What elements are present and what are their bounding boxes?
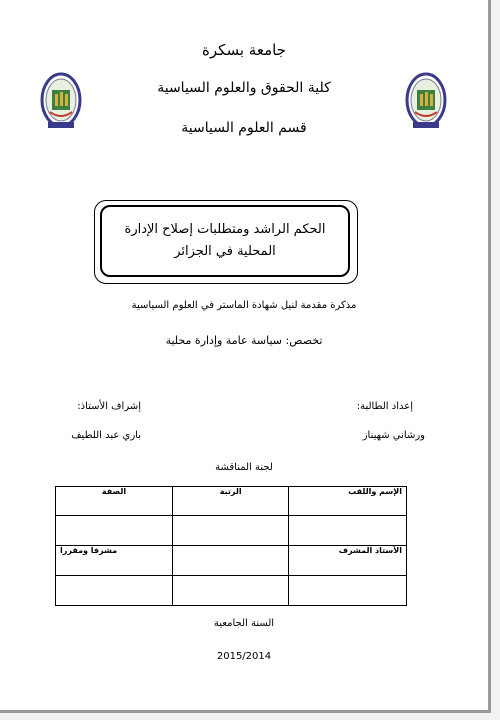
- academic-year-label: السنة الجامعية: [213, 618, 275, 629]
- university-name: جامعة بسكرة: [202, 41, 286, 59]
- table-row: [56, 516, 407, 546]
- academic-year: 2015/2014: [216, 651, 272, 662]
- jury-table: [55, 486, 407, 606]
- student-name: ورشاني شهيناز: [362, 430, 425, 441]
- table-cell: الأستاذ المشرف: [289, 546, 407, 576]
- table-cell: [56, 576, 173, 606]
- university-logo-left: [40, 72, 82, 134]
- header-role: الصفة: [56, 487, 173, 516]
- department-name: قسم العلوم السياسية: [181, 120, 307, 136]
- table-cell: [289, 576, 407, 606]
- university-logo-right: [405, 72, 447, 134]
- table-row: [56, 546, 407, 576]
- memo-text: مذكرة مقدمة لنيل شهادة الماستر في العلوم السياسية: [131, 300, 357, 311]
- table-cell: [56, 516, 173, 546]
- committee-label: لجنة المناقشة: [215, 462, 273, 473]
- header-rank: الرتبة: [173, 487, 289, 516]
- prepared-by-label: إعداد الطالبة:: [356, 401, 413, 412]
- supervised-by-label: إشراف الأستاذ:: [77, 401, 141, 412]
- supervisor-name: باري عبد اللطيف: [71, 430, 141, 441]
- table-cell: [173, 516, 289, 546]
- table-header-row: [56, 487, 407, 516]
- specialization: تخصص: سياسة عامة وإدارة محلية: [165, 334, 323, 347]
- header-name: الإسم واللقب: [289, 487, 407, 516]
- table-row: [56, 576, 407, 606]
- thesis-title: الحكم الراشد ومتطلبات إصلاح الإدارة المحلية في الجزائر: [100, 205, 350, 277]
- table-cell: مشرفا ومقررا: [56, 546, 173, 576]
- table-cell: [289, 516, 407, 546]
- table-cell: [173, 546, 289, 576]
- faculty-name: كلية الحقوق والعلوم السياسية: [157, 80, 331, 96]
- table-cell: [173, 576, 289, 606]
